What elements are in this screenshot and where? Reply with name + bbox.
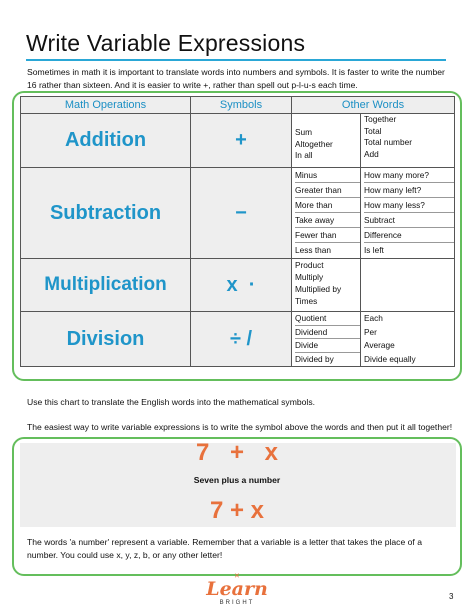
operation-addition: Addition (21, 114, 191, 168)
other-words-division-right (361, 312, 455, 367)
word-item: Multiplied by (295, 284, 342, 294)
header-symbols: Symbols (191, 97, 292, 114)
word-item: More than (295, 198, 360, 213)
word-item: Divided by (295, 353, 334, 364)
other-words-subtraction-left (292, 168, 361, 259)
symbol-division: ÷ / (191, 312, 292, 367)
table-header-row (21, 97, 455, 114)
table-row-subtraction (21, 168, 455, 259)
operations-table (20, 96, 455, 367)
other-words-addition-left (292, 114, 361, 168)
word-item: Average (364, 340, 395, 350)
symbol-subtraction: − (191, 168, 292, 259)
word-item: How many less? (364, 198, 454, 213)
instruction-chart: Use this chart to translate the English words into the mathematical symbols. (27, 397, 316, 407)
word-item: Product (295, 260, 324, 270)
other-words-subtraction-right (361, 168, 455, 259)
operation-multiplication: Multiplication (21, 259, 191, 312)
instruction-easiest-way: The easiest way to write variable expressions is to write the symbol above the words and then put it all together! (27, 422, 453, 432)
logo-learn-text: Learn (206, 578, 268, 600)
other-words-division-left (292, 312, 361, 367)
word-item: Per (364, 326, 377, 337)
word-item: Add (364, 148, 379, 159)
word-item: Subtract (364, 213, 454, 228)
table-row-division (21, 312, 455, 367)
example-expression: 7 + x (209, 497, 265, 524)
word-item: How many left? (364, 183, 454, 198)
word-item: Take away (295, 213, 360, 228)
symbol-addition: + (191, 114, 292, 168)
word-item: Less than (295, 245, 331, 255)
word-item: How many more? (364, 168, 454, 183)
word-item: Fewer than (295, 228, 360, 243)
word-item: Total (364, 125, 382, 136)
word-item: Dividend (295, 326, 360, 340)
word-item: Total number (364, 137, 412, 147)
logo-spark-icon: ✕ (234, 573, 240, 580)
word-item: Together (364, 114, 397, 124)
variable-note: The words 'a number' represent a variable. Remember that a variable is a letter that takes the place of a number. You could use x, y, z, b, or any other letter! (27, 537, 422, 560)
learn-bright-logo (195, 573, 279, 608)
word-item: Is left (364, 245, 384, 255)
title-underline (26, 59, 446, 61)
word-item: Altogether (295, 138, 333, 149)
word-item: In all (295, 150, 313, 160)
operation-subtraction: Subtraction (21, 168, 191, 259)
word-item: Divide equally (364, 353, 416, 364)
word-item: Quotient (295, 312, 360, 326)
word-item: Divide (295, 339, 360, 353)
logo-bright-text: BRIGHT (219, 600, 255, 606)
other-words-multiplication-left (292, 259, 361, 312)
table-row-addition (21, 114, 455, 168)
word-item: Minus (295, 168, 360, 183)
operation-division: Division (21, 312, 191, 367)
page-title: Write Variable Expressions (26, 30, 306, 56)
word-item: Times (295, 296, 318, 306)
page-number: 3 (449, 592, 454, 601)
word-item: Multiply (295, 272, 324, 282)
example-expression-spaced: 7 + x (195, 439, 279, 466)
header-math-operations: Math Operations (21, 97, 191, 114)
intro-paragraph: Sometimes in math it is important to translate words into numbers and symbols. It is faster to write the number 16 rather than sixteen. And it is easier to write +, rather than spell out p-l-u-s each time. (27, 67, 445, 90)
example-caption: Seven plus a number (193, 475, 281, 485)
other-words-addition-right (361, 114, 455, 168)
other-words-multiplication-right (361, 259, 455, 312)
word-item: Difference (364, 228, 454, 243)
word-item: Greater than (295, 183, 360, 198)
word-item: Each (364, 313, 383, 323)
symbol-multiplication: x · (191, 259, 292, 312)
word-item: Sum (295, 127, 313, 137)
table-row-multiplication (21, 259, 455, 312)
header-other-words: Other Words (292, 97, 455, 114)
